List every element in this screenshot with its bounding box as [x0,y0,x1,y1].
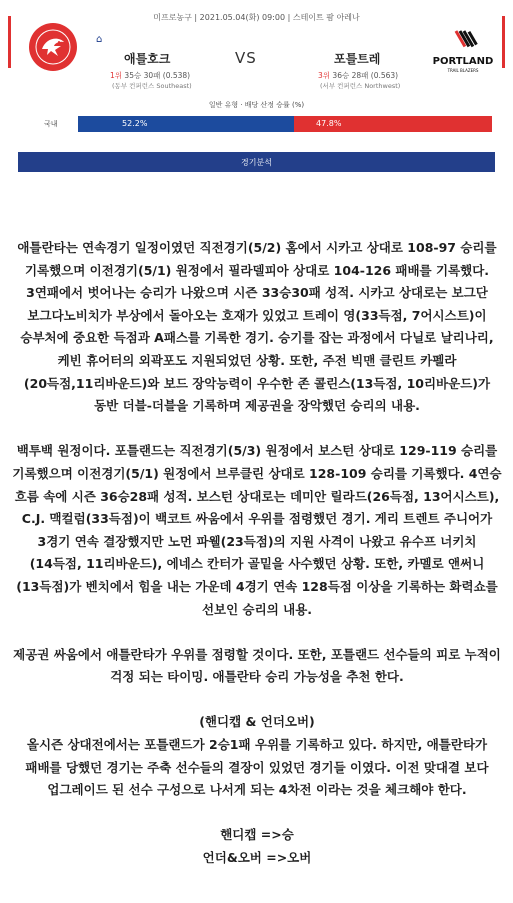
analysis-section-bar [18,152,495,172]
away-win-loss: 36승 28패 (0.563) [332,71,399,80]
handicap-pick: 핸디캡 =>승 [220,827,294,843]
article-paragraph-home: 애틀란타는 연속경기 일정이였던 직전경기(5/2) 홈에서 시카고 상대로 108-97 승리를 기록했으며 이전경기(5/1) 원정에서 필라델피아 상대로 104-126 패배를 기록했다. 3연패에서 벗어나는 승리가 나왔으며 시즌 33승30패 성적. 시카고 상대로는 보그단 보그다노비치가 부상에서 돌아오는 호재가 있었고 트레이 영(33득점, 7어시스트)이 승부처에 중요한 득점과 A패스를 기록한 경기. 승기를 잡는 과정에서 다닐로 날리나리, 케빈 휴어터의 외곽포도 지원되었던 상황. 또한, 주전 빅맨 클린트 카펠라(20득점,11리바운드)와 보드 장악능력이 우수한 존 콜린스(13득점, 10리바운드)가 동반 더블-더블을 기록하며 제공권을 장악했던 승리의 내용. [17,240,497,414]
blazers-logo-text: PORTLAND [432,56,494,67]
article-picks [12,824,502,869]
home-vote-pct: 52.2% [122,119,148,128]
blazers-logo-subtext: TRAIL BLAZERS [447,68,479,73]
away-vote-pct: 47.8% [316,119,342,128]
vote-bar [20,116,494,132]
home-accent-bar [8,16,11,68]
hawks-logo-icon [28,22,78,72]
home-team-record [110,70,190,81]
away-rank: 3위 [318,71,331,80]
vote-title: 일반 유형 · 배당 산정 승률 (%) [208,101,305,109]
away-conference: (서부 컨퍼런스 Northwest) [320,82,401,90]
away-team-record [318,70,398,81]
section-title: 경기분석 [241,158,272,167]
article-paragraph-handicap [12,711,502,801]
match-header [0,0,513,128]
handicap-title: (핸디캡 & 언더오버) [199,714,315,730]
away-team-name: 포틀트레 [334,52,381,66]
away-accent-bar [502,16,505,68]
home-team-name: 애틀호크 [124,52,171,66]
home-icon: ⌂ [96,34,103,45]
blazers-logo-icon [432,28,494,80]
overunder-pick: 언더&오버 =>오버 [202,850,312,866]
home-vote-bar [78,116,294,132]
league-name: 미프로농구 [153,13,192,22]
home-win-loss: 35승 30패 (0.538) [124,71,191,80]
article-paragraph-away: 백투백 원정이다. 포틀랜드는 직전경기(5/3) 원정에서 보스턴 상대로 129-119 승리를 기록했으며 이전경기(5/1) 원정에서 브루클린 상대로 128-109 승리를 기록했다. 4연승 흐름 속에 시즌 36승28패 성적. 보스턴 상대로는 데미안 릴라드(26득점, 13어시스트), C.J. 맥컬럼(33득점)이 백코트 싸움에서 우위를 점령했던 경기. 게리 트렌트 주니어가 3경기 연속 결장했지만 노먼 파웰(23득점)의 지원 사격이 나왔고 유수프 너키치(14득점, 11리바운드), 에네스 칸터가 골밑을 사수했던 상황. 또한, 카멜로 앤써니(13득점)가 벤치에서 힘을 내는 가운데 4경기 연속 128득점 이상을 기록하는 화력쇼를 선보인 승리의 내용. [12,443,502,617]
handicap-text: 올시즌 상대전에서는 포틀랜드가 2승1패 우위를 기록하고 있다. 하지만, 애틀란타가 패배를 당했던 경기는 주축 선수들의 결장이 있었던 경기들 이였다. 이전 맞대결 보다 업그레이드 된 선수 구성으로 나서게 되는 4차전 이라는 것을 체크해야 한다. [25,737,489,798]
article-paragraph-prediction: 제공권 싸움에서 애틀란타가 우위를 점령할 것이다. 또한, 포틀랜드 선수들의 피로 누적이 걱정 되는 타이밍. 애틀란타 승리 가능성을 추천 한다. [13,646,501,685]
vote-label: 국내 [44,120,58,128]
home-rank: 1위 [110,71,123,80]
analysis-article [12,237,502,870]
venue-name: 스테이트 팜 아레나 [292,13,360,22]
vs-label: VS [235,49,257,67]
match-datetime: 2021.05.04(화) 09:00 [199,13,286,22]
home-conference: (동부 컨퍼런스 Southeast) [112,82,192,90]
match-meta: 미프로농구 | 2021.05.04(화) 09:00 | 스테이트 팜 아레나 [153,13,360,22]
